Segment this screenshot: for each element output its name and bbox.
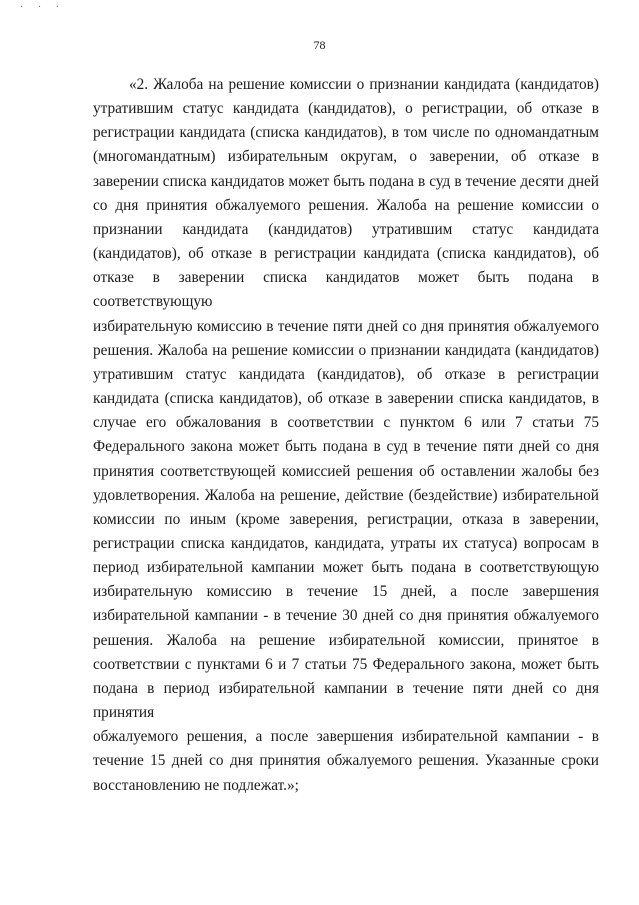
paragraph-line: утратившим статус кандидата (кандидатов), об отказе в регистрации [93, 365, 599, 383]
paragraph-line: решения. Жалоба на решение избирательной комиссии, принятое в [93, 631, 599, 649]
paragraph-line: восстановлению не подлежат.»; [93, 776, 299, 794]
paragraph-line: избирательной кампании - в течение 30 дней со дня принятия обжалуемого [93, 607, 599, 625]
paragraph-line: Федерального закона может быть подана в суд в течение пяти дней со дня [93, 438, 599, 456]
paragraph-line: регистрации списка кандидатов, кандидата, утраты их статуса) вопросам в [93, 534, 599, 552]
paragraph-line: утратившим статус кандидата (кандидатов), о регистрации, об отказе в [93, 100, 599, 118]
paragraph-line: случае его обжалования в соответствии с пунктом 6 или 7 статьи 75 [93, 414, 599, 432]
paragraph-line: подана в период избирательной кампании в течение пяти дней со дня принятия [93, 679, 599, 722]
paragraph-line: комиссии по иным (кроме заверения, регистрации, отказа в заверении, [93, 510, 599, 528]
paragraph-line: соответствии с пунктами 6 и 7 статьи 75 Федерального закона, может быть [93, 655, 599, 673]
paragraph-line: решения. Жалоба на решение комиссии о признании кандидата (кандидатов) [93, 341, 599, 359]
paragraph-line: принятия соответствующей комиссией решения об оставлении жалобы без [93, 462, 599, 480]
paragraph-line: удовлетворения. Жалоба на решение, действие (бездействие) избирательной [93, 486, 599, 504]
paragraph-line: избирательную комиссию в течение пяти дней со дня принятия обжалуемого [93, 317, 599, 335]
paragraph-line: течение 15 дней со дня принятия обжалуемого решения. Указанные сроки [93, 752, 599, 770]
paragraph-line: избирательную комиссию в течение 15 дней, а после завершения [93, 583, 599, 601]
paragraph-line: (кандидатов), об отказе в регистрации кандидата (списка кандидатов), об [93, 245, 599, 263]
scan-artifact-marks: · · · [20, 2, 65, 13]
paragraph-line: период избирательной кампании может быть подана в соответствующую [93, 559, 599, 577]
page-number: 78 [313, 38, 326, 52]
paragraph-line: «2. Жалоба на решение комиссии о признании кандидата (кандидатов) [129, 76, 599, 93]
paragraph-line: регистрации кандидата (списка кандидатов), в том числе по одномандатным [93, 124, 599, 142]
paragraph-line: со дня принятия обжалуемого решения. Жалоба на решение комиссии о [93, 196, 599, 214]
paragraph-line: обжалуемого решения, а после завершения избирательной кампании - в [93, 728, 599, 746]
paragraph-line: заверении списка кандидатов может быть подана в суд в течение десяти дней [93, 172, 599, 190]
paragraph-line: признании кандидата (кандидатов) утратившим статус кандидата [93, 220, 599, 238]
document-paragraph [93, 73, 599, 798]
paragraph-line: кандидата (списка кандидатов), об отказе в заверении списка кандидатов, в [93, 390, 599, 408]
paragraph-line: (многомандатным) избирательным округам, о заверении, об отказе в [93, 148, 599, 166]
paragraph-line: отказе в заверении списка кандидатов может быть подана в соответствующую [93, 269, 599, 311]
